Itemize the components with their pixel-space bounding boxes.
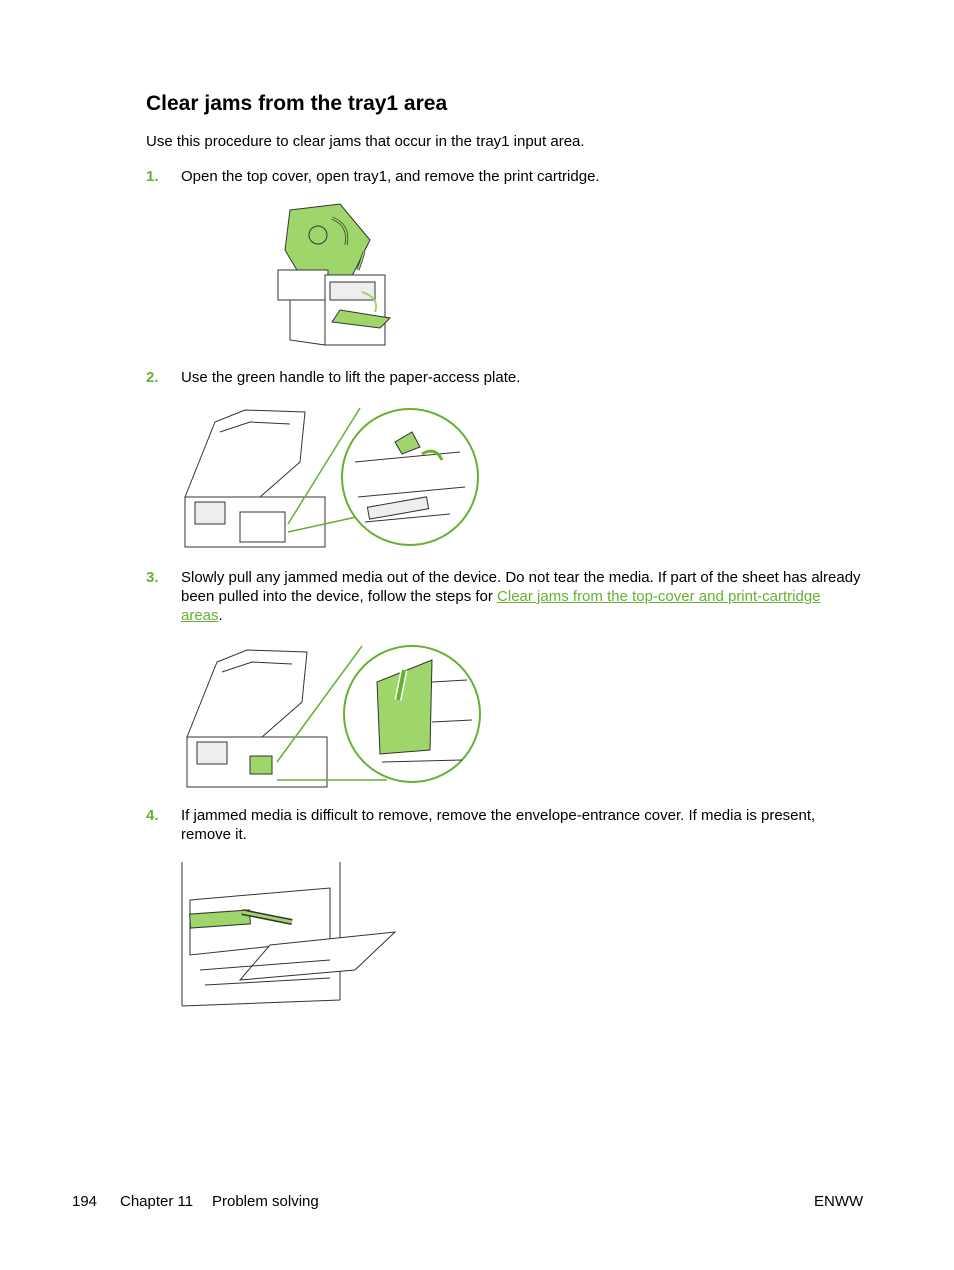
step-text: Use the green handle to lift the paper-access plate. (181, 369, 521, 386)
page-title: Clear jams from the tray1 area (146, 92, 448, 115)
step-text (181, 568, 866, 625)
step-text-part: Slowly pull any jammed media out of the device. Do not tear the media. If part of the sheet has already been pulled into the device, follow the steps for (181, 569, 861, 605)
step-text: Open the top cover, open tray1, and remove the print cartridge. (181, 168, 600, 185)
footer-page-number: 194 (72, 1193, 98, 1210)
step-text: If jammed media is difficult to remove, remove the envelope-entrance cover. If media is present, remove it. (181, 807, 816, 843)
step-number: 2. (146, 369, 159, 386)
printer-open-cover-illustration (270, 200, 400, 350)
paper-access-plate-illustration (180, 402, 480, 550)
step-number: 4. (146, 807, 159, 824)
footer-chapter: Chapter 11 (120, 1193, 194, 1210)
step-number: 3. (146, 569, 159, 586)
footer-section: Problem solving (212, 1193, 319, 1210)
envelope-entrance-cover-illustration (180, 860, 402, 1008)
intro-text: Use this procedure to clear jams that occur in the tray1 input area. (146, 133, 585, 150)
footer-locale-code: ENWW (814, 1193, 864, 1210)
top-cover-jams-link[interactable]: Clear jams from the top-cover and print-cartridge areas (181, 588, 821, 624)
pull-jammed-media-illustration (182, 642, 482, 790)
step-text-part: . (218, 607, 223, 624)
step-number: 1. (146, 168, 159, 185)
